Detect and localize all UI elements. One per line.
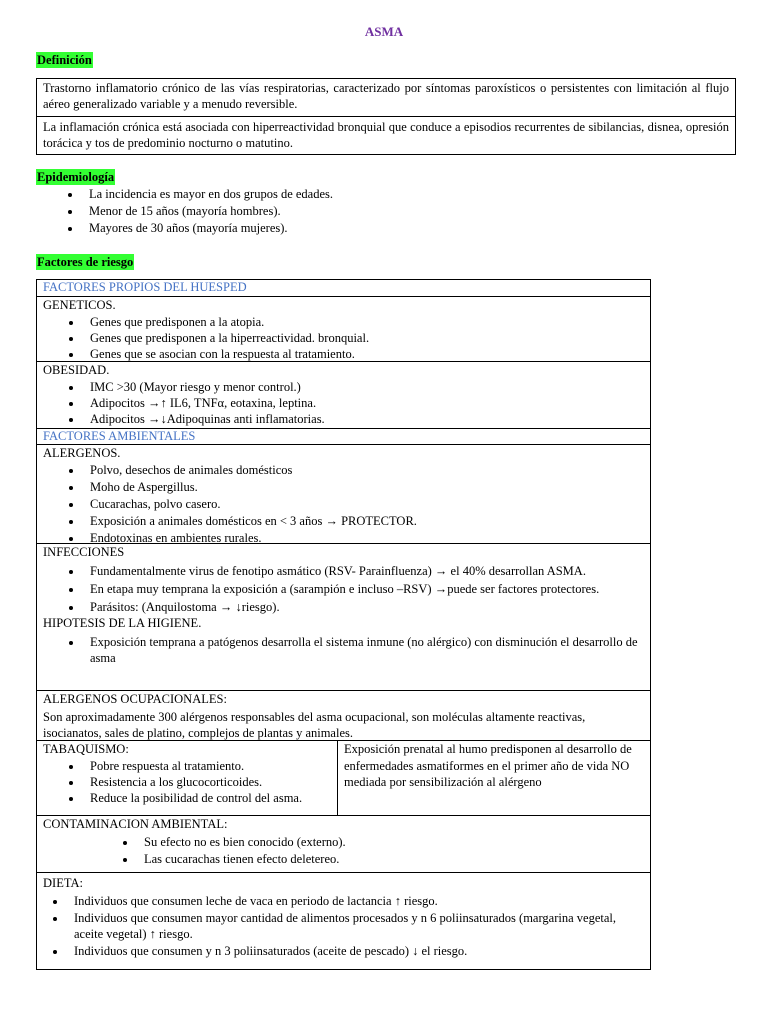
tabaquismo-row bbox=[37, 740, 650, 815]
obesidad-label: OBESIDAD. bbox=[43, 363, 110, 377]
document-title: ASMA bbox=[364, 24, 404, 39]
huesped-header: FACTORES PROPIOS DEL HUESPED bbox=[43, 280, 247, 294]
infecciones-label: INFECCIONES bbox=[43, 545, 125, 559]
tabaquismo-cell bbox=[37, 741, 338, 815]
obesidad-cell bbox=[37, 361, 650, 428]
list-item: • Individuos que consumen leche de vaca en periodo de lactancia ↑ riesgo. bbox=[67, 893, 642, 909]
definicion-paragraph-2: La inflamación crónica está asociada con hiperreactividad bronquial que conduce a episodios recurrentes de sibilancias, disnea, opresión torácica y tos de predominio nocturno o matutino. bbox=[37, 116, 735, 154]
list-item: • En etapa muy temprana la exposición a (sarampión e incluso –RSV) →puede ser factores protectores. bbox=[83, 581, 642, 597]
list-item: • Individuos que consumen y n 3 poliinsaturados (aceite de pescado) ↓ el riesgo. bbox=[67, 943, 642, 959]
infecciones-cell bbox=[37, 543, 650, 690]
list-item: • Resistencia a los glucocorticoides. bbox=[83, 774, 337, 790]
contaminacion-label: CONTAMINACION AMBIENTAL: bbox=[43, 817, 228, 831]
definicion-paragraph-1: Trastorno inflamatorio crónico de las vías respiratorias, caracterizado por síntomas paroxísticos o persistentes con limitación al flujo aéreo generalizado variable y a menudo reversible. bbox=[43, 81, 729, 111]
tabaquismo-side-text: Exposición prenatal al humo predisponen al desarrollo de enfermedades asmatiformes en el primer año de vida NO mediada por sensibilización al alérgeno bbox=[344, 742, 632, 789]
list-item: • Fundamentalmente virus de fenotipo asmático (RSV- Parainfluenza) → el 40% desarrollan ASMA. bbox=[83, 563, 642, 579]
definicion-box bbox=[36, 78, 736, 155]
list-item: • Moho de Aspergillus. bbox=[83, 479, 650, 496]
ambientales-header: FACTORES AMBIENTALES bbox=[37, 428, 650, 444]
list-item: • Exposición a animales domésticos en < 3 años → PROTECTOR. bbox=[83, 513, 650, 530]
list-item: • Genes que se asocian con la respuesta al tratamiento. bbox=[83, 346, 650, 362]
list-item: • Adipocitos →↑ IL6, TNFα, eotaxina, leptina. bbox=[83, 395, 650, 411]
factores-table bbox=[36, 279, 651, 970]
list-item: • Las cucarachas tienen efecto deletereo. bbox=[137, 851, 650, 867]
list-item: • IMC >30 (Mayor riesgo y menor control.) bbox=[83, 379, 650, 395]
dieta-label: DIETA: bbox=[43, 876, 83, 890]
list-item: • Menor de 15 años (mayoría hombres). bbox=[82, 203, 736, 220]
list-item: • Su efecto no es bien conocido (externo). bbox=[137, 834, 650, 850]
list-item: • Cucarachas, polvo casero. bbox=[83, 496, 650, 513]
geneticos-cell bbox=[37, 296, 650, 361]
list-item: • Individuos que consumen mayor cantidad de alimentos procesados y n 6 poliinsaturados (margarina vegetal, aceite vegetal) ↑ riesgo. bbox=[67, 910, 642, 942]
factores-heading: Factores de riesgo bbox=[37, 255, 134, 269]
tabaquismo-label: TABAQUISMO: bbox=[43, 742, 129, 756]
alergenos-cell bbox=[37, 444, 650, 543]
list-item: • Genes que predisponen a la atopia. bbox=[83, 314, 650, 330]
dieta-cell bbox=[37, 872, 650, 976]
ocupacionales-label: ALERGENOS OCUPACIONALES: bbox=[43, 692, 227, 706]
higiene-label: HIPOTESIS DE LA HIGIENE. bbox=[43, 616, 202, 630]
list-item: • Endotoxinas en ambientes rurales. bbox=[83, 530, 650, 547]
list-item: • Reduce la posibilidad de control del asma. bbox=[83, 790, 337, 806]
list-item: • Adipocitos →↓Adipoquinas anti inflamatorias. bbox=[83, 411, 650, 427]
alergenos-label: ALERGENOS. bbox=[43, 446, 121, 460]
epidemiologia-list bbox=[36, 186, 736, 237]
list-item: • Mayores de 30 años (mayoría mujeres). bbox=[82, 220, 736, 237]
contaminacion-cell bbox=[37, 815, 650, 872]
list-item: • Exposición temprana a patógenos desarrolla el sistema inmune (no alérgico) con disminución el desarrollo de asma bbox=[83, 634, 642, 666]
list-item: • Genes que predisponen a la hiperreactividad. bronquial. bbox=[83, 330, 650, 346]
list-item: • Parásitos: (Anquilostoma → ↓riesgo). bbox=[83, 599, 642, 615]
definicion-heading: Definición bbox=[37, 53, 92, 67]
epidemiologia-heading: Epidemiología bbox=[37, 170, 115, 184]
ocupacionales-cell bbox=[37, 690, 650, 740]
ocupacionales-text: Son aproximadamente 300 alérgenos responsables del asma ocupacional, son moléculas altamente reactivas, isocianatos, sales de platino, complejos de plantas y animales. bbox=[43, 710, 586, 740]
list-item: • Pobre respuesta al tratamiento. bbox=[83, 758, 337, 774]
list-item: • Polvo, desechos de animales domésticos bbox=[83, 462, 650, 479]
geneticos-label: GENETICOS. bbox=[43, 298, 116, 312]
list-item: • La incidencia es mayor en dos grupos de edades. bbox=[82, 186, 736, 203]
